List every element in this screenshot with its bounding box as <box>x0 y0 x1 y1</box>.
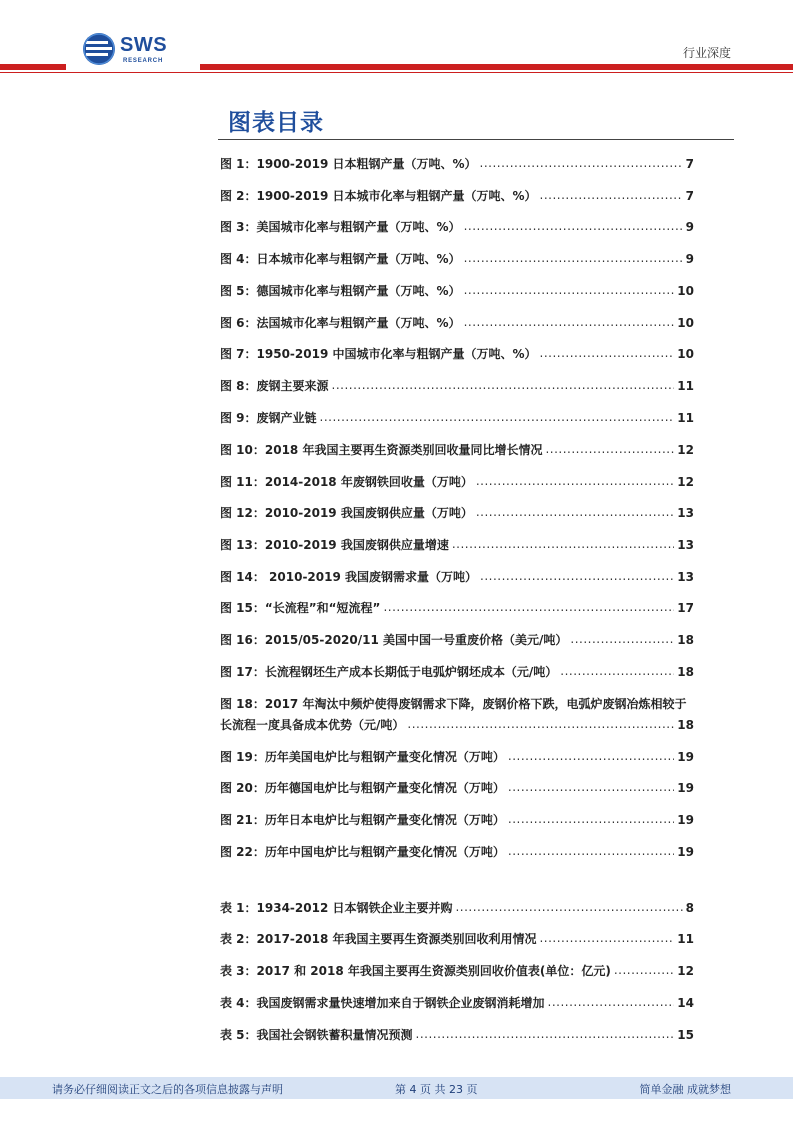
toc-entry-figure[interactable]: 图 5：德国城市化率与粗钢产量（万吨、%） ..... 10 <box>220 283 694 299</box>
toc-entry-figure[interactable]: 图 2：1900-2019 日本城市化率与粗钢产量（万吨、%） ..... 7 <box>220 188 694 204</box>
toc-entry-figure-line1[interactable]: 图 18：2017 年淘汰中频炉使得废钢需求下降，废钢价格下跌，电弧炉废钢冶炼相较于 <box>220 697 687 711</box>
header-divider-left <box>0 64 66 70</box>
toc-entry-figure[interactable]: 图 1：1900-2019 日本粗钢产量（万吨、%） ..... 7 <box>220 156 694 172</box>
footer-slogan: 简单金融 成就梦想 <box>639 1083 731 1096</box>
toc-entry-figure[interactable]: 图 3：美国城市化率与粗钢产量（万吨、%） ..... 9 <box>220 219 694 235</box>
toc-entry-figure[interactable]: 图 22：历年中国电炉比与粗钢产量变化情况（万吨） ..... 19 <box>220 844 694 860</box>
toc-entry-figure[interactable]: 图 12：2010-2019 我国废钢供应量（万吨） ..... 13 <box>220 505 694 521</box>
page-footer <box>0 1077 793 1099</box>
header-divider-thin <box>0 72 793 73</box>
toc-entry-table[interactable]: 表 2：2017-2018 年我国主要再生资源类别回收利用情况 ..... 11 <box>220 931 694 947</box>
toc-entry-figure[interactable]: 图 13：2010-2019 我国废钢供应量增速 ..... 13 <box>220 537 694 553</box>
report-type-tag: 行业深度 <box>682 46 731 60</box>
toc-entry-table[interactable]: 表 1：1934-2012 日本钢铁企业主要并购 ..... 8 <box>220 900 694 916</box>
toc-entry-figure[interactable]: 图 17：长流程钢坯生产成本长期低于电弧炉钢坯成本（元/吨） ..... 18 <box>220 664 694 680</box>
toc-entry-figure[interactable]: 图 15：“长流程”和“短流程” ..... 17 <box>220 600 694 616</box>
logo-subtext: RESEARCH <box>123 58 164 64</box>
toc-entry-figure[interactable]: 图 19：历年美国电炉比与粗钢产量变化情况（万吨） ..... 19 <box>220 749 694 765</box>
toc-entry-figure[interactable]: 图 21：历年日本电炉比与粗钢产量变化情况（万吨） ..... 19 <box>220 812 694 828</box>
header-divider-right <box>200 64 793 70</box>
title-underline <box>218 139 734 140</box>
toc-entry-figure[interactable]: 图 7：1950-2019 中国城市化率与粗钢产量（万吨、%） ..... 10 <box>220 346 694 362</box>
toc-entry-figure[interactable]: 图 9：废钢产业链 ..... 11 <box>220 410 694 426</box>
toc-entry-table[interactable]: 表 5：我国社会钢铁蓄积量情况预测 ..... 15 <box>220 1027 694 1043</box>
toc-entry-figure[interactable]: 图 4：日本城市化率与粗钢产量（万吨、%） ..... 9 <box>220 251 694 267</box>
toc-entry-figure[interactable]: 图 14： 2010-2019 我国废钢需求量（万吨） ..... 13 <box>220 569 694 585</box>
company-logo <box>82 32 192 72</box>
toc-entry-figure[interactable]: 图 20：历年德国电炉比与粗钢产量变化情况（万吨） ..... 19 <box>220 780 694 796</box>
logo-globe-icon <box>82 32 116 66</box>
toc-entry-figure[interactable]: 长流程一度具备成本优势（元/吨） ..... 18 <box>220 717 694 733</box>
logo-text: SWS <box>120 34 168 56</box>
toc-entry-figure[interactable]: 图 10：2018 年我国主要再生资源类别回收量同比增长情况 ..... 12 <box>220 442 694 458</box>
toc-entry-figure[interactable]: 图 6：法国城市化率与粗钢产量（万吨、%） ..... 10 <box>220 315 694 331</box>
toc-entry-figure[interactable]: 图 8：废钢主要来源 ..... 11 <box>220 378 694 394</box>
footer-disclaimer: 请务必仔细阅读正文之后的各项信息披露与声明 <box>52 1083 283 1096</box>
page-title: 图表目录 <box>228 110 324 136</box>
footer-page-number: 第 4 页 共 23 页 <box>395 1083 478 1096</box>
toc-entry-figure[interactable]: 图 16：2015/05-2020/11 美国中国一号重废价格（美元/吨） ..... 18 <box>220 632 694 648</box>
toc-entry-figure[interactable]: 图 11：2014-2018 年废钢铁回收量（万吨） ..... 12 <box>220 474 694 490</box>
toc-entry-table[interactable]: 表 4：我国废钢需求量快速增加来自于钢铁企业废钢消耗增加 ..... 14 <box>220 995 694 1011</box>
toc-entry-table[interactable]: 表 3：2017 和 2018 年我国主要再生资源类别回收价值表(单位：亿元) ..... 12 <box>220 963 694 979</box>
